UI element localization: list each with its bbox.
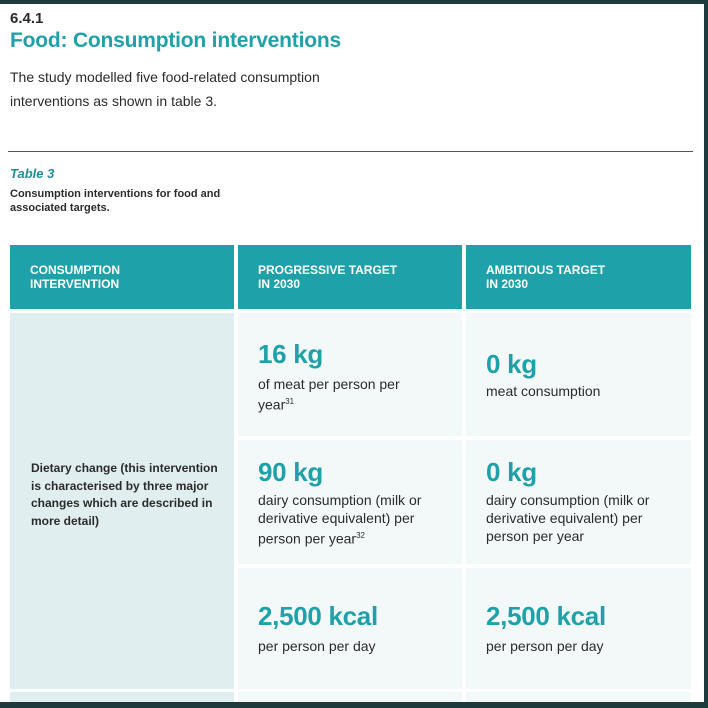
target-value: 2,500 kcal: [258, 601, 378, 631]
target-value: 2,500 kcal: [486, 601, 606, 631]
target-description: dairy consumption (milk or derivative equivalent) per person per year$^{32}$: [258, 492, 422, 547]
divider-rule: [8, 151, 693, 152]
ambitious-meat-cell: [466, 313, 691, 436]
target-value: 90 kg: [258, 457, 323, 487]
header-label: CONSUMPTION INTERVENTION: [30, 263, 120, 291]
header-ambitious-target: [466, 245, 691, 309]
progressive-dairy-cell: [238, 440, 462, 564]
next-row-label-cell: [10, 692, 234, 702]
table-label: Table 3: [10, 166, 55, 181]
header-label: AMBITIOUS TARGET IN 2030: [486, 263, 606, 291]
row-label-dietary-change: [10, 313, 234, 689]
next-row-ambitious-cell: [466, 692, 691, 702]
frame-top-border: [0, 0, 708, 4]
footnote-marker: 31: [285, 397, 295, 406]
target-description: of meat per person per year$^{31}$: [258, 376, 400, 413]
header-progressive-target: [238, 245, 462, 309]
frame-right-border: [704, 0, 708, 708]
target-value: 0 kg: [486, 349, 537, 379]
progressive-meat-cell: [238, 313, 462, 436]
target-value: 16 kg: [258, 339, 323, 369]
footnote-marker: 32: [356, 531, 365, 540]
section-number: 6.4.1: [10, 10, 44, 27]
header-label: PROGRESSIVE TARGET IN 2030: [258, 263, 398, 291]
row-label-text: Dietary change (this intervention is characterised by three major changes which are described in more detail): [31, 461, 218, 528]
table-caption: Consumption interventions for food and associated targets.: [10, 188, 221, 214]
target-description: meat consumption: [486, 383, 601, 399]
target-description: per person per day: [486, 638, 604, 654]
target-description: dairy consumption (milk or derivative equivalent) per person per year: [486, 492, 650, 544]
frame-bottom-border: [0, 702, 708, 708]
next-row-progressive-cell: [238, 692, 462, 702]
target-value: 0 kg: [486, 457, 537, 487]
ambitious-kcal-cell: [466, 568, 691, 689]
header-consumption-intervention: [10, 245, 234, 309]
section-title: Food: Consumption interventions: [10, 29, 341, 52]
intro-paragraph: The study modelled five food-related consumption interventions as shown in table 3.: [10, 69, 320, 109]
target-description: per person per day: [258, 638, 376, 654]
ambitious-dairy-cell: [466, 440, 691, 564]
progressive-kcal-cell: [238, 568, 462, 689]
